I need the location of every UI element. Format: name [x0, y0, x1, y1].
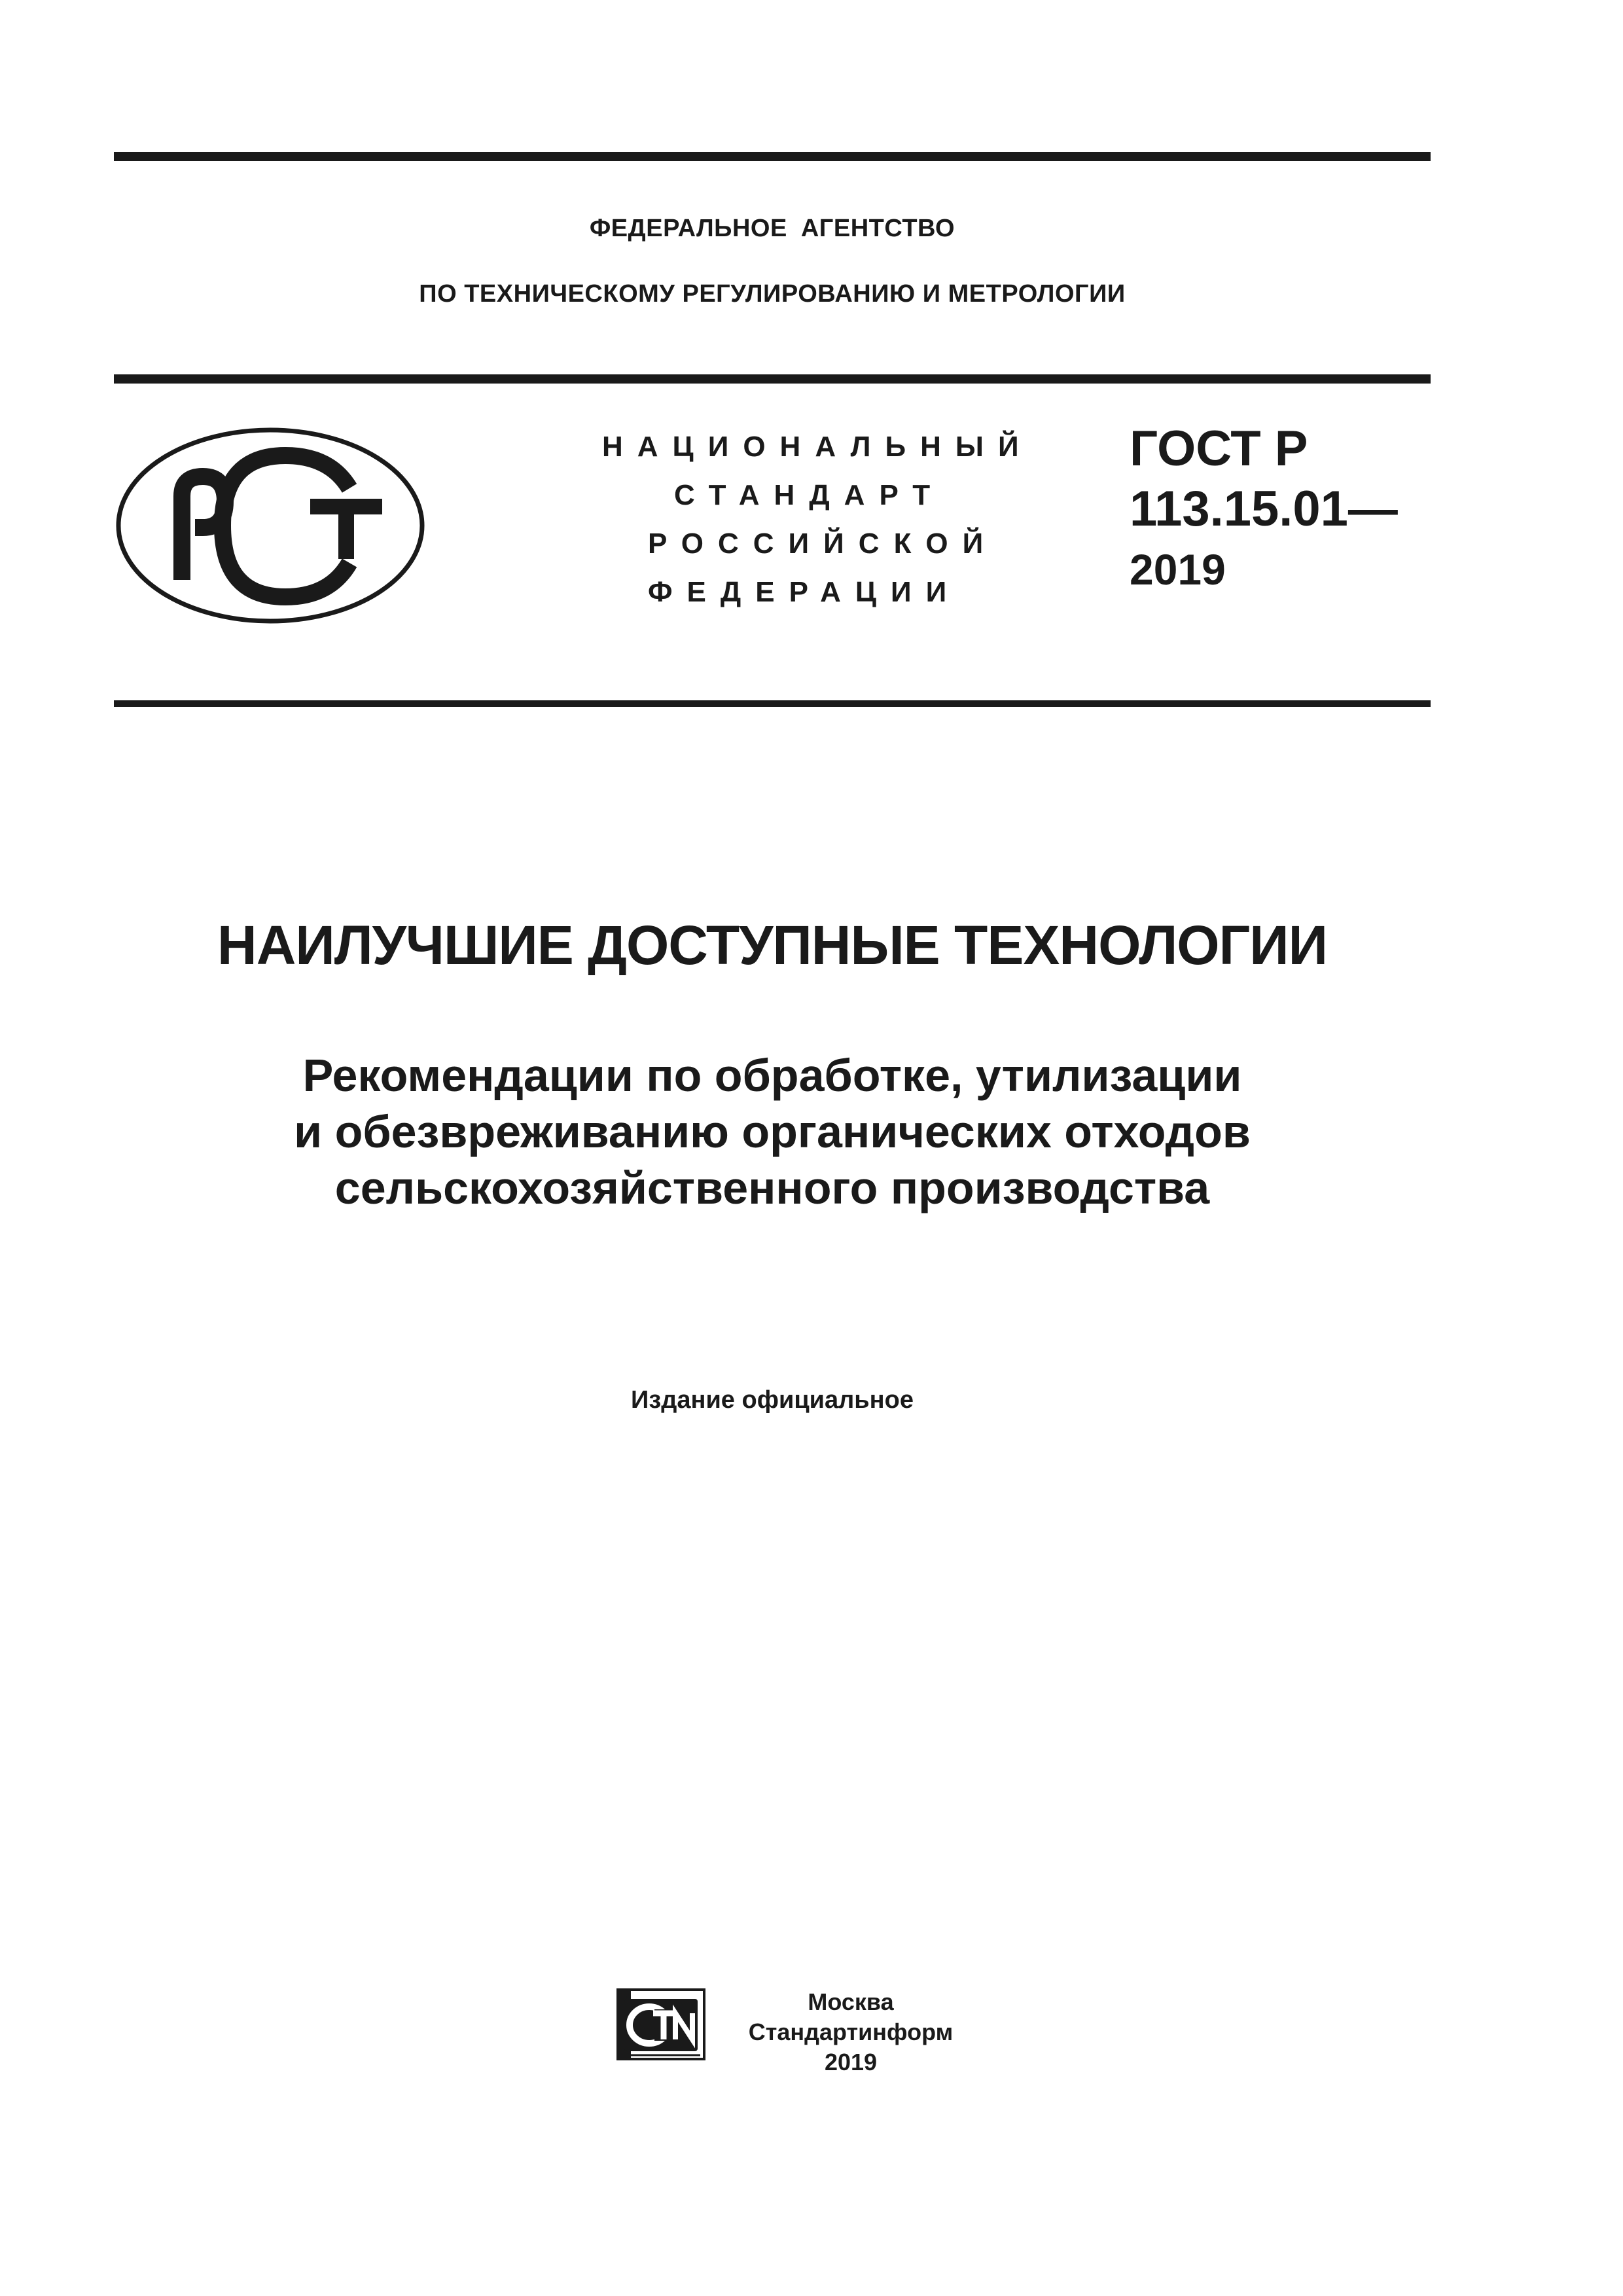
standartinform-logo-icon	[615, 1987, 707, 2062]
top-rule	[114, 152, 1431, 161]
imprint-city: Москва	[808, 1988, 894, 2015]
edition-label: Издание официальное	[631, 1386, 914, 1414]
designation-line3: 2019	[1130, 545, 1226, 594]
imprint-year: 2019	[824, 2049, 878, 2075]
document-title: НАИЛУЧШИЕ ДОСТУПНЫЕ ТЕХНОЛОГИИ	[217, 914, 1327, 976]
agency-name-line1: ФЕДЕРАЛЬНОЕ АГЕНТСТВО	[589, 215, 955, 242]
subtitle-line2: и обезвреживанию органических отходов	[294, 1106, 1251, 1157]
national-line2: СТАНДАРТ	[674, 479, 945, 511]
national-line4: ФЕДЕРАЦИИ	[648, 576, 961, 608]
designation-line2: 113.15.01—	[1130, 481, 1398, 537]
agency-name-line2: ПО ТЕХНИЧЕСКОМУ РЕГУЛИРОВАНИЮ И МЕТРОЛОГИИ	[419, 280, 1126, 308]
national-standard-label	[563, 423, 1033, 617]
standard-designation	[1130, 419, 1431, 600]
subtitle-line3: сельскохозяйственного производства	[334, 1162, 1210, 1213]
designation-line1: ГОСТ Р	[1130, 421, 1308, 476]
imprint-publisher: Стандартинформ	[748, 2018, 954, 2045]
gost-r-emblem-icon	[114, 425, 427, 626]
section-rule	[114, 700, 1431, 707]
imprint-block	[733, 1987, 969, 2077]
document-subtitle	[0, 1047, 1544, 1216]
national-line3: РОССИЙСКОЙ	[648, 528, 998, 560]
national-line1: НАЦИОНАЛЬНЫЙ	[602, 431, 1033, 463]
header-rule	[114, 374, 1431, 384]
subtitle-line1: Рекомендации по обработке, утилизации	[302, 1050, 1242, 1101]
